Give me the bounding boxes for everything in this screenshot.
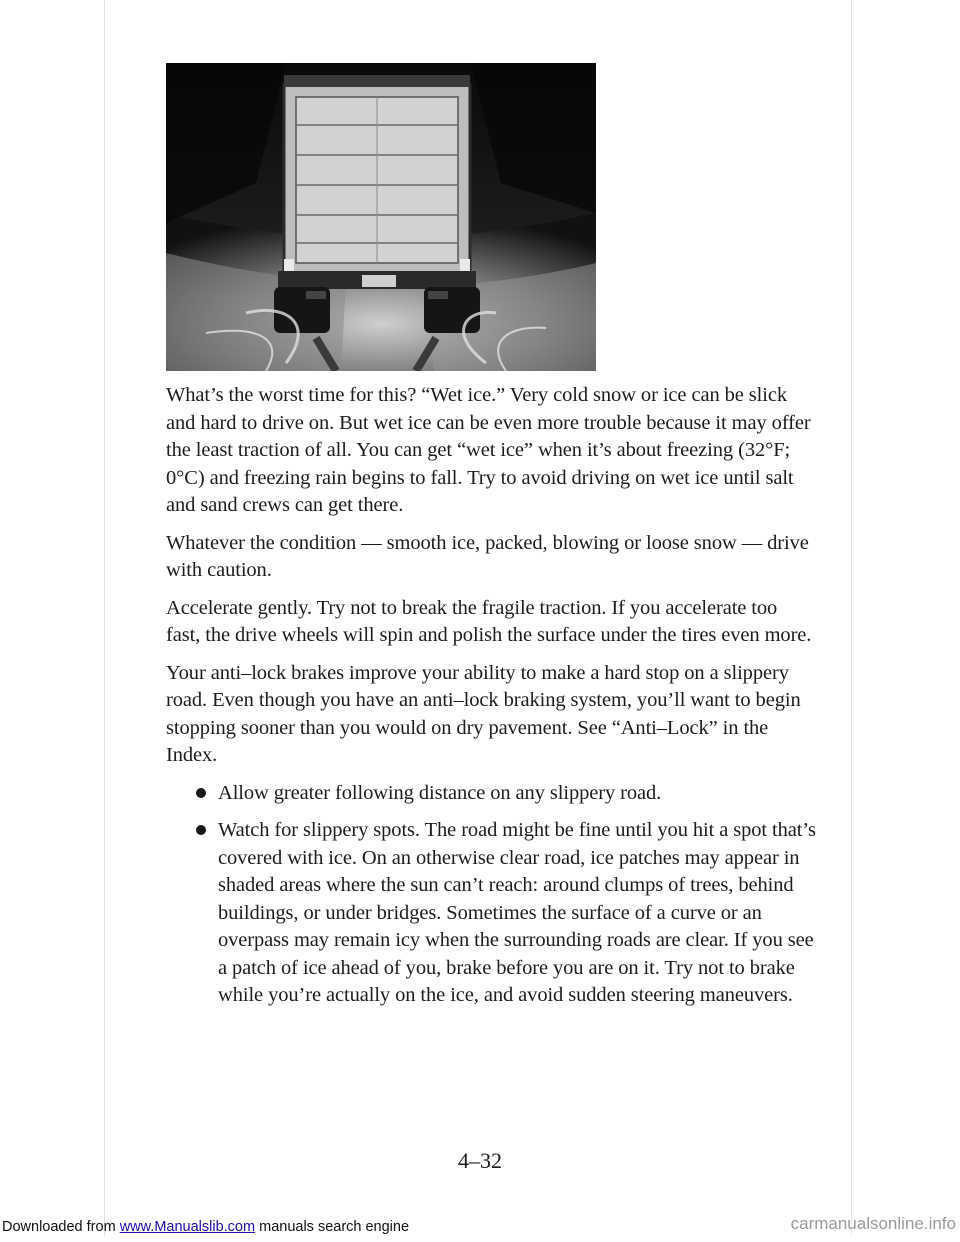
paragraph-wet-ice: What’s the worst time for this? “Wet ice.” Very cold snow or ice can be slick and hard to drive on. But wet ice can be even more trouble because it may offer the least traction of all. You can get “wet ice” when it’s about freezing (32°F; 0°C) and freezing rain begins to fall. Try to avoid driving on wet ice until salt and sand crews can get there. [166,384,811,516]
body-text [166,382,816,1020]
paragraph-accelerate: Accelerate gently. Try not to break the fragile traction. If you accelerate too fast, the drive wheels will spin and polish the surface under the tires even more. [166,596,812,646]
footer-prefix: Downloaded from [2,1219,116,1235]
bullet-text: Allow greater following distance on any slippery road. [218,781,662,804]
paragraph-anti-lock: Your anti–lock brakes improve your ability to make a hard stop on a slippery road. Even though you have an anti–lock braking system, you’ll want to begin stopping sooner than you would on dry pavement. See “Anti–Lock” in the Index. [166,661,801,766]
manualslib-link[interactable]: www.Manualslib.com [119,1219,256,1235]
list-item [166,817,816,1010]
truck-rear-on-snowy-road-icon [166,63,596,371]
footer-download-note [2,1219,409,1235]
bullet-list [166,780,816,1010]
watermark: carmanualsonline.info [790,1214,956,1233]
bullet-icon [196,788,206,798]
page-number: 4–32 [458,1148,502,1173]
list-item [166,780,816,808]
paragraph-condition: Whatever the condition — smooth ice, packed, blowing or loose snow — drive with caution. [166,531,809,581]
footer-suffix: manuals search engine [259,1219,410,1235]
bullet-text: Watch for slippery spots. The road might be fine until you hit a spot that’s covered with ice. On an otherwise clear road, ice patches may appear in shaded areas where the sun can’t reach: around clumps of trees, behind buildings, or under bridges. Sometimes the surface of a curve or an overpass may remain icy when the surrounding roads are clear. If you see a patch of ice ahead of you, brake before you are on it. Try not to brake while you’re actually on the ice, and avoid sudden steering maneuvers. [218,819,816,1006]
truck-on-snow-illustration [166,63,596,371]
bullet-icon [196,825,206,835]
